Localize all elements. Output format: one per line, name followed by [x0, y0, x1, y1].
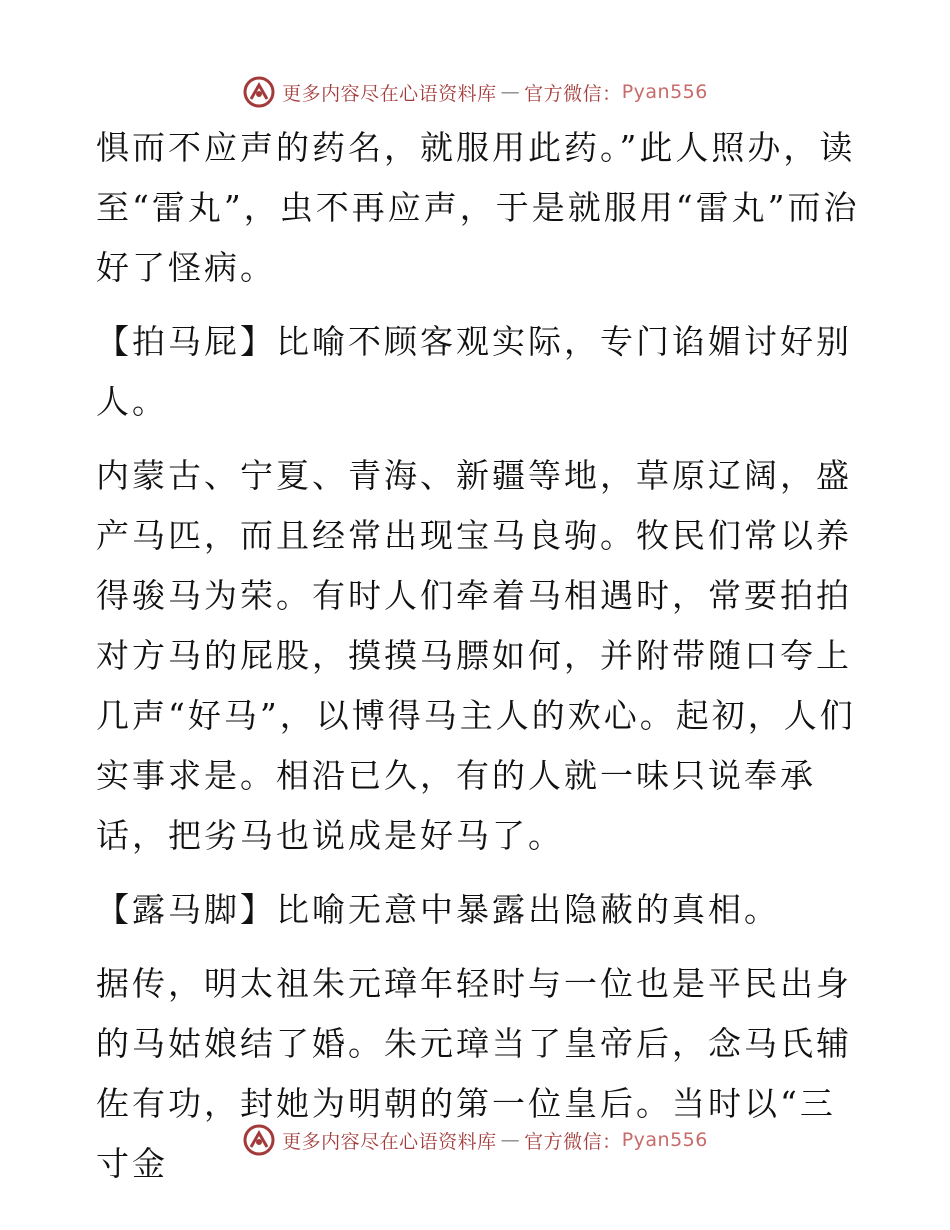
- header-banner: [0, 72, 950, 112]
- banner-separator: —: [500, 81, 521, 103]
- footer-banner: [0, 1120, 950, 1160]
- paragraph-5: 据传，明太祖朱元璋年轻时与一位也是平民出身的马姑娘结了婚。朱元璋当了皇帝后，念马氏辅佐有功，封她为明朝的第一位皇后。当时以“三寸金: [96, 964, 852, 1183]
- paragraph-1: 惧而不应声的药名，就服用此药。”此人照办，读至“雷丸”，虫不再应声，于是就服用“雷丸”而治好了怪病。: [96, 128, 860, 287]
- banner-wechat-id: Pyan556: [621, 1129, 708, 1151]
- banner-text: 更多内容尽在心语资料库: [282, 1130, 497, 1153]
- banner-wechat-label: 官方微信：: [524, 82, 622, 105]
- paragraph-2: 【拍马屁】比喻不顾客观实际，专门谄媚讨好别人。: [96, 322, 852, 421]
- logo-icon: [242, 75, 276, 109]
- logo-icon: [242, 1123, 276, 1157]
- banner-wechat-label: 官方微信：: [524, 1130, 622, 1153]
- document-body: [96, 118, 866, 1194]
- paragraph-3: 内蒙古、宁夏、青海、新疆等地，草原辽阔，盛产马匹，而且经常出现宝马良驹。牧民们常以养得骏马为荣。有时人们牵着马相遇时，常要拍拍对方马的屁股，摸摸马膘如何，并附带随口夸上几声“好马”，以博得马主人的欢心。起初，人们实事求是。相沿已久，有的人就一味只说奉承话，把劣马也说成是好马了。: [96, 456, 856, 855]
- banner-text: 更多内容尽在心语资料库: [282, 82, 497, 105]
- banner-wechat-id: Pyan556: [621, 81, 708, 103]
- banner-separator: —: [500, 1129, 521, 1151]
- paragraph-4: 【露马脚】比喻无意中暴露出隐蔽的真相。: [96, 890, 780, 929]
